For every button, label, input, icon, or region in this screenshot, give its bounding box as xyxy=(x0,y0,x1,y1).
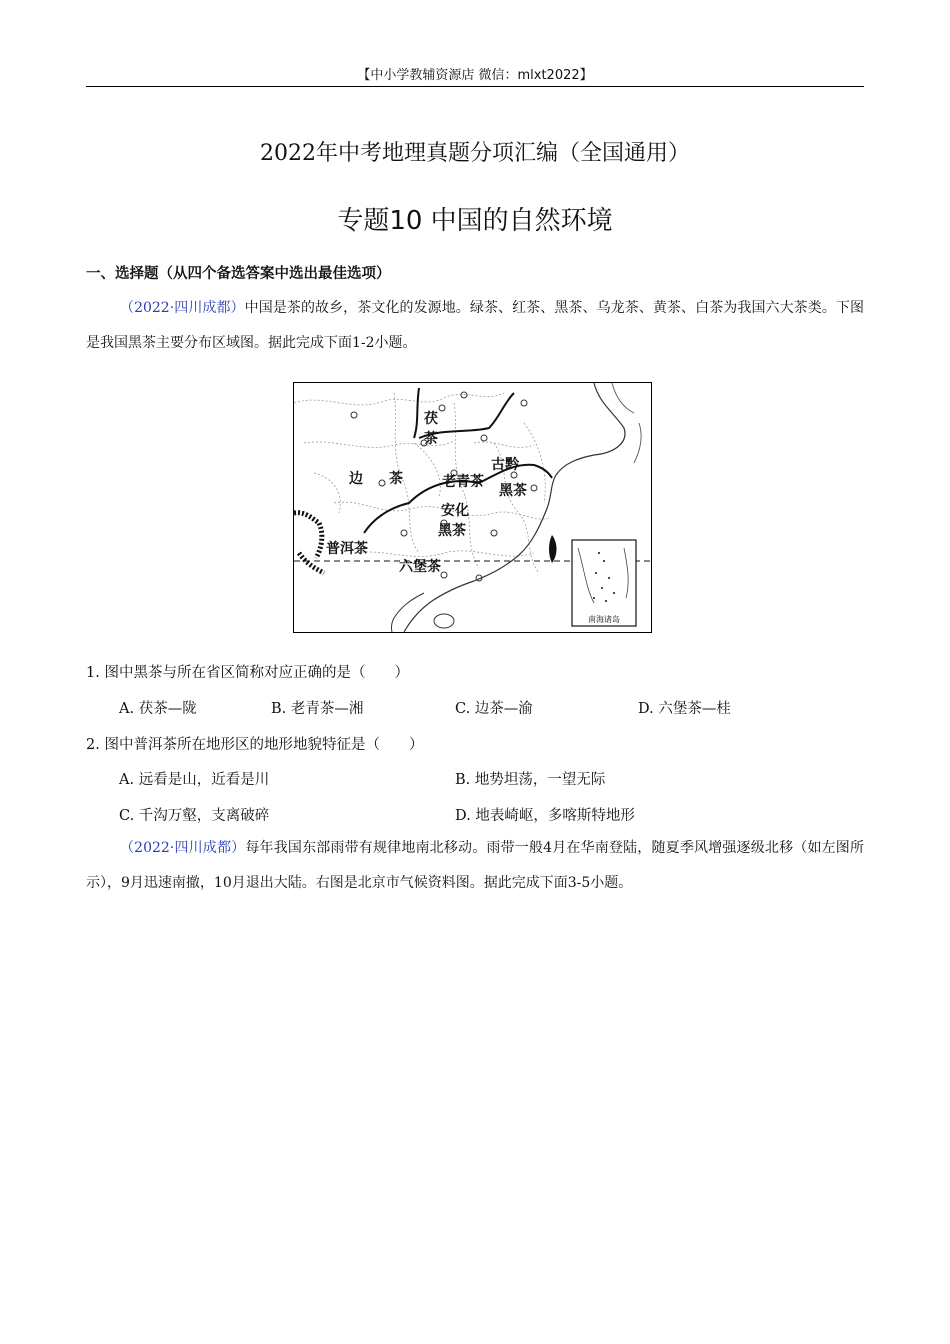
label-guqian-2: 黑茶 xyxy=(499,483,527,499)
label-bian-2: 茶 xyxy=(389,471,403,487)
question-2-option-a: A. 远看是山，近看是川 xyxy=(119,772,270,788)
question-2-stem: 2. 图中普洱茶所在地形区的地形地貌特征是（ ） xyxy=(86,737,424,753)
passage-2-text: 每年我国东部雨带有规律地南北移动。雨带一般4月在华南登陆，随夏季风增强逐级北移（如左图所示），9月迅速南撤，10月退出大陆。右图是北京市气候资料图。据此完成下面3-5小题。 xyxy=(86,840,864,891)
question-1-option-d: D. 六堡茶—桂 xyxy=(638,701,731,717)
black-tea-map xyxy=(293,382,652,633)
label-bian-1: 边 xyxy=(349,471,363,487)
section-heading: 一、选择题（从四个备选答案中选出最佳选项） xyxy=(86,266,391,282)
label-anhua-2: 黑茶 xyxy=(438,523,466,539)
document-subtitle: 专题10 中国的自然环境 xyxy=(337,206,613,236)
question-1-option-b: B. 老青茶—湘 xyxy=(271,701,364,717)
question-1-stem: 1. 图中黑茶与所在省区简称对应正确的是（ ） xyxy=(86,665,409,681)
question-2-option-b: B. 地势坦荡，一望无际 xyxy=(455,772,606,788)
hainan-island xyxy=(434,614,454,628)
taiwan-island xyxy=(549,535,557,563)
label-laoqing: 老青茶 xyxy=(442,474,484,490)
passage-2-source: （2022·四川成都） xyxy=(120,840,246,856)
question-1-option-a: A. 茯茶—陇 xyxy=(119,701,197,717)
question-2-option-d: D. 地表崎岖，多喀斯特地形 xyxy=(455,808,635,824)
label-guqian-1: 古黔 xyxy=(491,457,519,473)
label-puer: 普洱茶 xyxy=(326,541,368,557)
header-rule xyxy=(86,86,864,87)
inset-box xyxy=(572,540,636,626)
question-2-option-c: C. 千沟万壑，支离破碎 xyxy=(119,808,270,824)
label-inset: 南海诸岛 xyxy=(588,615,620,624)
label-fu-1: 茯 xyxy=(424,411,438,427)
label-anhua-1: 安化 xyxy=(441,503,469,519)
document-title: 2022年中考地理真题分项汇编（全国通用） xyxy=(260,141,690,166)
page-header: 【中小学教辅资源店 微信：mlxt2022】 xyxy=(357,68,593,83)
question-1-option-c: C. 边茶—渝 xyxy=(455,701,533,717)
passage-2 xyxy=(86,831,864,901)
passage-1-source: （2022·四川成都） xyxy=(120,300,245,316)
label-fu-2: 茶 xyxy=(424,431,438,447)
passage-1-text: 中国是茶的故乡，茶文化的发源地。绿茶、红茶、黑茶、乌龙茶、黄茶、白茶为我国六大茶类。下图是我国黑茶主要分布区域图。据此完成下面1-2小题。 xyxy=(86,300,864,351)
label-liubao: 六堡茶 xyxy=(399,559,441,575)
passage-1 xyxy=(86,291,864,361)
